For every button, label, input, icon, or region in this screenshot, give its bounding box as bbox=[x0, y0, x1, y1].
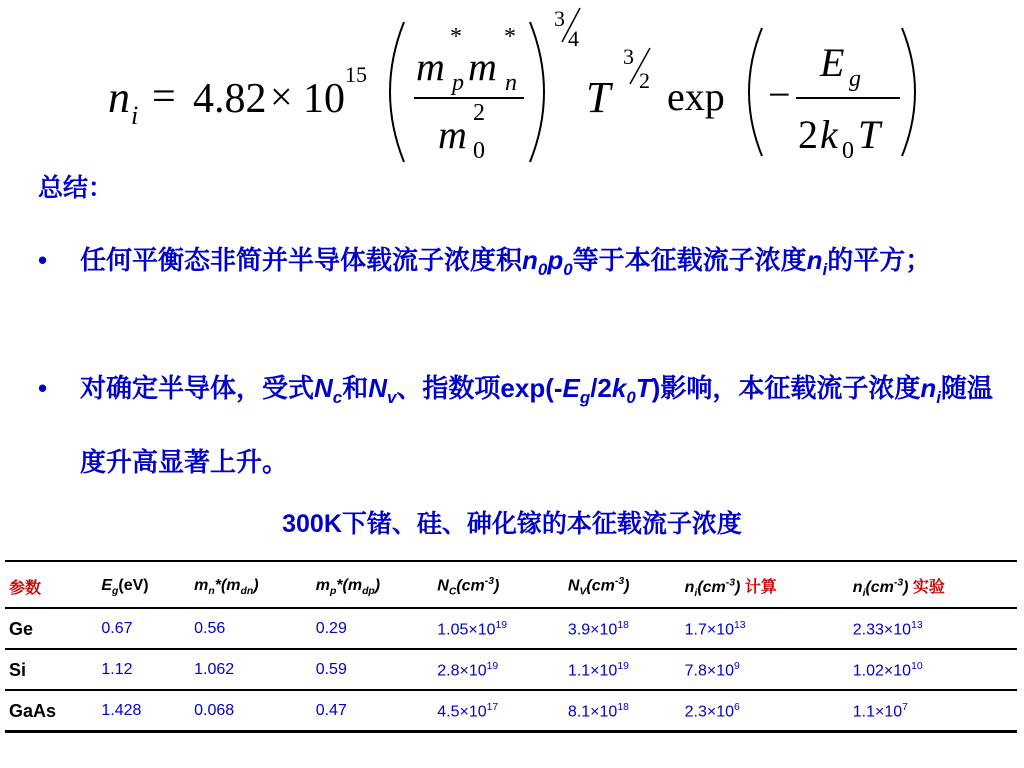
header-ni-exp-sup: -3 bbox=[893, 577, 904, 589]
table-header-row bbox=[5, 561, 1017, 608]
header-ni-exp-tail2: ) bbox=[903, 579, 909, 596]
header-mn bbox=[190, 561, 312, 608]
formula-star-p: * bbox=[450, 24, 462, 50]
cell-ni-exp-exp: 10 bbox=[911, 660, 923, 672]
formula-m-0: m bbox=[438, 112, 467, 157]
header-nv-tail2: ) bbox=[624, 577, 630, 595]
bullet-marker: • bbox=[38, 373, 48, 403]
bullet-2-Eg-sub: g bbox=[579, 388, 591, 408]
header-mp-sub: p bbox=[329, 585, 337, 597]
bullet-2-Nc-sub: c bbox=[332, 388, 343, 408]
bullet-2-Nv-sub: v bbox=[387, 388, 397, 408]
cell-ni-calc-exp: 6 bbox=[734, 701, 740, 713]
bullet-2-text-part2: 、指数项exp(- bbox=[396, 373, 563, 403]
cell-material: Si bbox=[5, 649, 97, 690]
header-eg-tail: (eV) bbox=[118, 576, 149, 594]
cell-nc-exp: 17 bbox=[486, 701, 499, 713]
cell-nc-base: 1.05×10 bbox=[437, 620, 496, 638]
bullet-item-1 bbox=[38, 228, 998, 302]
cell-mp: 0.29 bbox=[312, 608, 434, 649]
header-mp bbox=[312, 561, 434, 608]
intrinsic-carrier-formula bbox=[0, 0, 1024, 170]
formula-exp: exp bbox=[667, 74, 725, 119]
bullet-2-k0-sub: 0 bbox=[626, 388, 636, 408]
cell-ni-calc-base: 2.3×10 bbox=[684, 702, 735, 720]
bullet-2-ni-sub: i bbox=[936, 388, 941, 408]
bullet-2-text-part3: )影响，本征载流子浓度 bbox=[651, 373, 921, 403]
bullet-1-text-part2: 等于本征载流子浓度 bbox=[572, 245, 807, 275]
cell-ni-exp bbox=[849, 649, 1017, 690]
formula-n: n bbox=[108, 73, 130, 122]
formula-m-n: m bbox=[468, 44, 497, 89]
cell-nc-base: 4.5×10 bbox=[437, 702, 487, 720]
formula-exp-left-paren bbox=[749, 28, 762, 156]
table-row bbox=[5, 608, 1017, 649]
cell-mn: 0.56 bbox=[190, 608, 312, 649]
cell-ni-calc-exp: 9 bbox=[734, 660, 740, 672]
cell-ni-exp-base: 1.02×10 bbox=[852, 661, 912, 679]
bullet-marker: • bbox=[38, 245, 48, 275]
header-ni-exp-sub: i bbox=[862, 588, 866, 600]
header-mp-sub2: dp bbox=[362, 585, 375, 597]
header-mn-sub: n bbox=[208, 585, 215, 597]
bullet-2-k0: k bbox=[611, 373, 627, 403]
bullet-2-slash2: /2 bbox=[590, 373, 612, 403]
formula-k-sub-0: 0 bbox=[842, 138, 854, 164]
header-mn-tail: *(m bbox=[214, 576, 241, 594]
formula-T-den: T bbox=[858, 112, 881, 157]
cell-nv bbox=[564, 608, 681, 649]
header-eg-sub: g bbox=[112, 585, 119, 597]
header-nc-tail2: ) bbox=[494, 577, 500, 595]
formula-exp-15: 15 bbox=[345, 62, 367, 87]
cell-nv-exp: 18 bbox=[617, 701, 629, 713]
header-nc-tail: (cm bbox=[456, 577, 485, 595]
bullet-1-text-part1: 任何平衡态非简并半导体载流子浓度积 bbox=[80, 245, 523, 275]
cell-nc-exp: 19 bbox=[486, 660, 499, 672]
bullet-1-p0-sub: 0 bbox=[563, 260, 573, 280]
cell-ni-calc-base: 1.7×10 bbox=[684, 620, 735, 638]
formula-right-paren bbox=[530, 22, 544, 162]
cell-nv-base: 3.9×10 bbox=[567, 620, 618, 638]
cell-mn: 1.062 bbox=[190, 649, 312, 690]
formula-minus: − bbox=[768, 72, 791, 117]
formula-T: T bbox=[586, 73, 611, 122]
header-mn-tail2: ) bbox=[253, 576, 259, 594]
header-nc-sup: -3 bbox=[484, 575, 495, 587]
header-nv-sub: V bbox=[579, 586, 587, 598]
header-ni-calc-sub: i bbox=[694, 588, 698, 600]
cell-nv bbox=[564, 649, 681, 690]
header-ni-calc-tail: (cm bbox=[697, 579, 726, 596]
cell-nc-base: 2.8×10 bbox=[437, 661, 487, 679]
formula-power-32-num: 3 bbox=[623, 44, 634, 69]
bullet-1-ni-sub: i bbox=[822, 260, 828, 280]
header-ni-calc-sup: -3 bbox=[725, 577, 736, 589]
header-ni-exp-tail: (cm bbox=[865, 579, 894, 596]
intrinsic-carrier-table bbox=[5, 560, 1017, 733]
bullet-1-p0: p bbox=[547, 245, 564, 275]
header-ni-exp-note: 实验 bbox=[908, 579, 945, 596]
header-ni-calc-tail2: ) bbox=[735, 579, 741, 596]
cell-mp: 0.59 bbox=[312, 649, 434, 690]
bullet-2-text-part4: 随温度升高显著上升。 bbox=[80, 373, 993, 478]
header-mp-tail: *(m bbox=[336, 576, 363, 594]
cell-ni-calc bbox=[681, 649, 849, 690]
cell-nv-exp: 18 bbox=[617, 619, 629, 631]
bullet-2-Nc: N bbox=[314, 373, 333, 403]
cell-nc bbox=[433, 608, 564, 649]
formula-star-n: * bbox=[504, 24, 516, 50]
cell-ni-calc-exp: 13 bbox=[734, 619, 746, 631]
cell-material: GaAs bbox=[5, 690, 97, 732]
formula-power-34-num: 3 bbox=[554, 6, 565, 31]
formula-power-34-den: 4 bbox=[568, 26, 579, 51]
formula-ten: 10 bbox=[303, 76, 345, 122]
bullet-1-n0: n bbox=[522, 245, 538, 275]
bullet-2-ni: n bbox=[920, 373, 937, 403]
cell-material: Ge bbox=[5, 608, 97, 649]
header-nv bbox=[564, 561, 681, 608]
cell-ni-exp-exp: 13 bbox=[911, 619, 923, 631]
cell-eg: 1.12 bbox=[97, 649, 190, 690]
bullet-2-text-part1: 对确定半导体，受式 bbox=[80, 373, 315, 403]
header-mn-sub2: dn bbox=[240, 585, 254, 597]
header-nc bbox=[433, 561, 564, 608]
bullet-2-T: T bbox=[635, 373, 652, 403]
cell-nv-base: 8.1×10 bbox=[567, 702, 618, 720]
header-ni-calc bbox=[681, 561, 849, 608]
bullet-item-2 bbox=[38, 356, 998, 494]
formula-power-32-den: 2 bbox=[639, 68, 650, 93]
cell-nv bbox=[564, 690, 681, 732]
bullet-text-1 bbox=[80, 228, 998, 302]
header-ni-exp bbox=[849, 561, 1017, 608]
table-row bbox=[5, 690, 1017, 732]
formula-sub-p: p bbox=[452, 70, 464, 96]
formula-k: k bbox=[820, 112, 838, 157]
bullet-text-2 bbox=[80, 356, 998, 494]
cell-eg: 0.67 bbox=[97, 608, 190, 649]
cell-ni-exp-exp: 7 bbox=[902, 701, 908, 713]
table-caption: 300K下锗、硅、砷化镓的本征载流子浓度 bbox=[282, 510, 742, 538]
header-eg-main: E bbox=[101, 576, 113, 594]
cell-mp: 0.47 bbox=[312, 690, 434, 732]
header-nc-sub: C bbox=[448, 586, 457, 598]
header-param-label: 参数 bbox=[9, 580, 42, 598]
header-mn-main: m bbox=[194, 576, 209, 594]
header-nv-tail: (cm bbox=[586, 577, 615, 595]
formula-exp-right-paren bbox=[902, 28, 915, 156]
cell-ni-calc-base: 7.8×10 bbox=[684, 661, 735, 679]
bullet-2-Nv: N bbox=[368, 373, 387, 403]
header-ni-calc-note: 计算 bbox=[740, 579, 777, 596]
bullet-2-and: 和 bbox=[342, 373, 369, 403]
bullet-2-Eg: E bbox=[562, 373, 580, 403]
cell-nv-base: 1.1×10 bbox=[567, 661, 618, 679]
formula-left-paren bbox=[390, 22, 404, 162]
formula-two: 2 bbox=[798, 112, 818, 157]
cell-nc bbox=[433, 649, 564, 690]
header-ni-exp-main: n bbox=[852, 579, 863, 596]
header-param bbox=[5, 561, 97, 608]
header-nc-main: N bbox=[437, 577, 449, 595]
bullet-1-n0-sub: 0 bbox=[537, 260, 548, 280]
header-eg bbox=[97, 561, 190, 608]
summary-label: 总结： bbox=[38, 174, 114, 202]
formula-n-sub-i: i bbox=[131, 101, 139, 130]
formula-m0-sub: 0 bbox=[473, 138, 485, 164]
header-nv-main: N bbox=[567, 577, 580, 595]
formula-equals: = bbox=[152, 74, 176, 120]
cell-ni-exp-base: 1.1×10 bbox=[852, 702, 903, 720]
cell-ni-calc bbox=[681, 608, 849, 649]
header-nv-sup: -3 bbox=[614, 575, 625, 587]
cell-mn: 0.068 bbox=[190, 690, 312, 732]
bullet-1-ni: n bbox=[806, 245, 823, 275]
cell-ni-exp bbox=[849, 608, 1017, 649]
formula-E-sub-g: g bbox=[849, 66, 861, 92]
cell-ni-calc bbox=[681, 690, 849, 732]
formula-m0-exp: 2 bbox=[473, 100, 485, 126]
cell-ni-exp bbox=[849, 690, 1017, 732]
formula-m-p: m bbox=[416, 44, 445, 89]
cell-nc bbox=[433, 690, 564, 732]
cell-eg: 1.428 bbox=[97, 690, 190, 732]
formula-coefficient: 4.82 bbox=[193, 76, 267, 122]
formula-E: E bbox=[820, 40, 845, 85]
header-mp-main: m bbox=[315, 576, 330, 594]
header-ni-calc-main: n bbox=[684, 579, 695, 596]
formula-sub-n: n bbox=[505, 70, 517, 96]
formula-times: × bbox=[270, 74, 293, 119]
table-row bbox=[5, 649, 1017, 690]
cell-nc-exp: 19 bbox=[495, 619, 508, 631]
header-mp-tail2: ) bbox=[374, 576, 381, 594]
cell-ni-exp-base: 2.33×10 bbox=[852, 620, 912, 638]
bullet-1-text-part3: 的平方； bbox=[827, 245, 932, 275]
cell-nv-exp: 19 bbox=[617, 660, 629, 672]
